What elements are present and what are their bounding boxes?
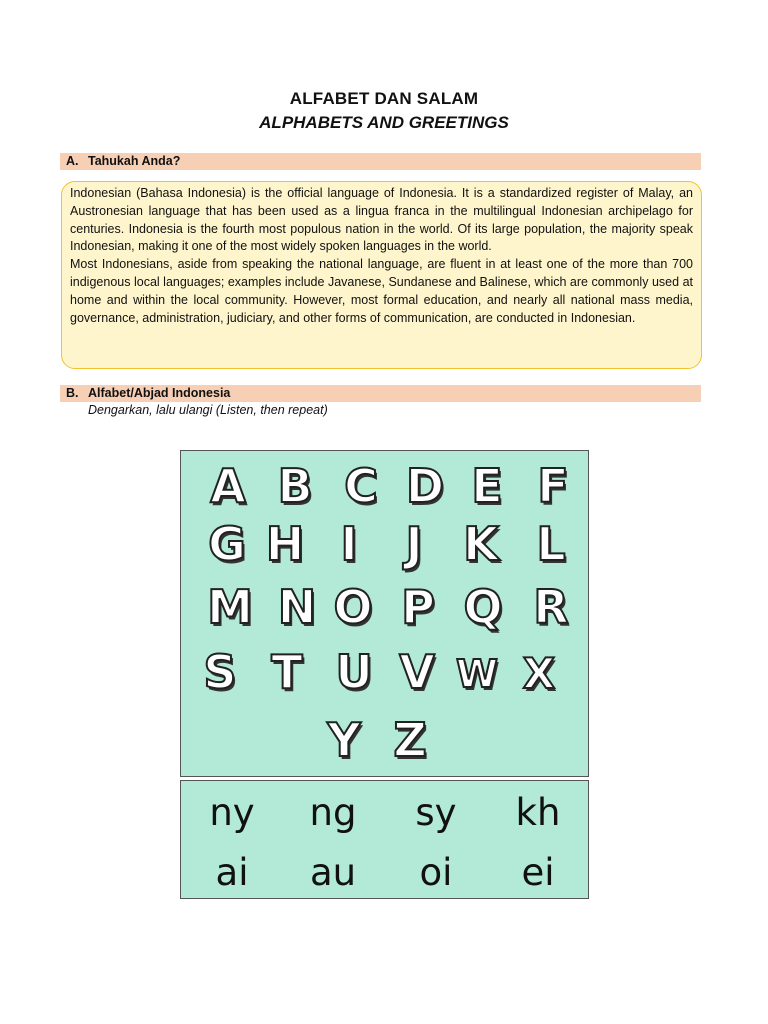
digraph: ai xyxy=(215,851,249,894)
alphabet-letter: L xyxy=(536,517,566,571)
page-title: ALFABET DAN SALAM xyxy=(289,89,479,108)
section-b-header xyxy=(60,385,701,402)
alphabet-letter: H xyxy=(265,517,305,571)
alphabet-letter: D xyxy=(405,459,445,513)
alphabet-letter: V xyxy=(399,645,435,699)
alphabet-letter: I xyxy=(340,517,358,571)
alphabet-letter: N xyxy=(277,580,317,634)
alphabet-letter: E xyxy=(471,459,503,513)
alphabet-letter: U xyxy=(335,645,373,699)
alphabet-letter: O xyxy=(333,580,373,634)
alphabet-panel xyxy=(180,450,589,777)
alphabet-letter: R xyxy=(533,580,569,634)
alphabet-letter: T xyxy=(271,645,303,699)
digraph: oi xyxy=(419,851,453,894)
digraph: au xyxy=(309,851,357,894)
digraph: ny xyxy=(209,791,255,834)
section-a-letter: A. xyxy=(66,154,79,168)
alphabet-letter: F xyxy=(537,459,569,513)
info-paragraph-2: Most Indonesians, aside from speaking the national language, are fluent in at least one of the more than 700 indigenous local languages; examples include Javanese, Sundanese and Balinese, which are commonly used at home and within the local community. However, most formal education, and nearly all national mass media, governance, administration, judiciary, and other forms of communication, are conducted in Indonesian. xyxy=(70,257,693,325)
alphabet-letter: S xyxy=(203,645,237,699)
info-box xyxy=(61,181,702,369)
alphabet-letter: G xyxy=(208,517,246,571)
alphabet-letter: C xyxy=(344,459,378,513)
alphabet-letter: Y xyxy=(327,713,361,767)
section-a-header xyxy=(60,153,701,170)
digraph: kh xyxy=(515,791,561,834)
alphabet-letter: W xyxy=(456,652,498,696)
listen-instruction: Dengarkan, lalu ulangi (Listen, then repeat) xyxy=(88,403,328,417)
section-b-title: Alfabet/Abjad Indonesia xyxy=(88,386,231,400)
digraph: ng xyxy=(309,791,357,834)
info-paragraph-1: Indonesian (Bahasa Indonesia) is the official language of Indonesia. It is a standardized register of Malay, an Austronesian language that has been used as a lingua franca in the multilingual Indonesian archipelago for centuries. Indonesia is the fourth most populous nation in the world. Of its large population, the majority speak Indonesian, making it one of the most widely spoken languages in the world. xyxy=(70,186,693,254)
alphabet-letter: M xyxy=(207,580,253,634)
alphabet-letter: B xyxy=(277,459,313,513)
section-b-letter: B. xyxy=(66,386,79,400)
alphabet-letter: X xyxy=(522,649,556,698)
digraph-panel xyxy=(180,780,589,899)
alphabet-letter: Z xyxy=(393,713,427,767)
alphabet-letter: A xyxy=(210,459,246,513)
alphabet-letter: Q xyxy=(463,580,503,634)
alphabet-letter: K xyxy=(463,517,499,571)
page-subtitle: ALPHABETS AND GREETINGS xyxy=(259,113,509,132)
digraph: sy xyxy=(415,791,457,834)
section-a-title: Tahukah Anda? xyxy=(88,154,181,168)
alphabet-letter: J xyxy=(405,517,423,571)
alphabet-letter: P xyxy=(401,580,435,634)
digraph: ei xyxy=(521,851,555,894)
